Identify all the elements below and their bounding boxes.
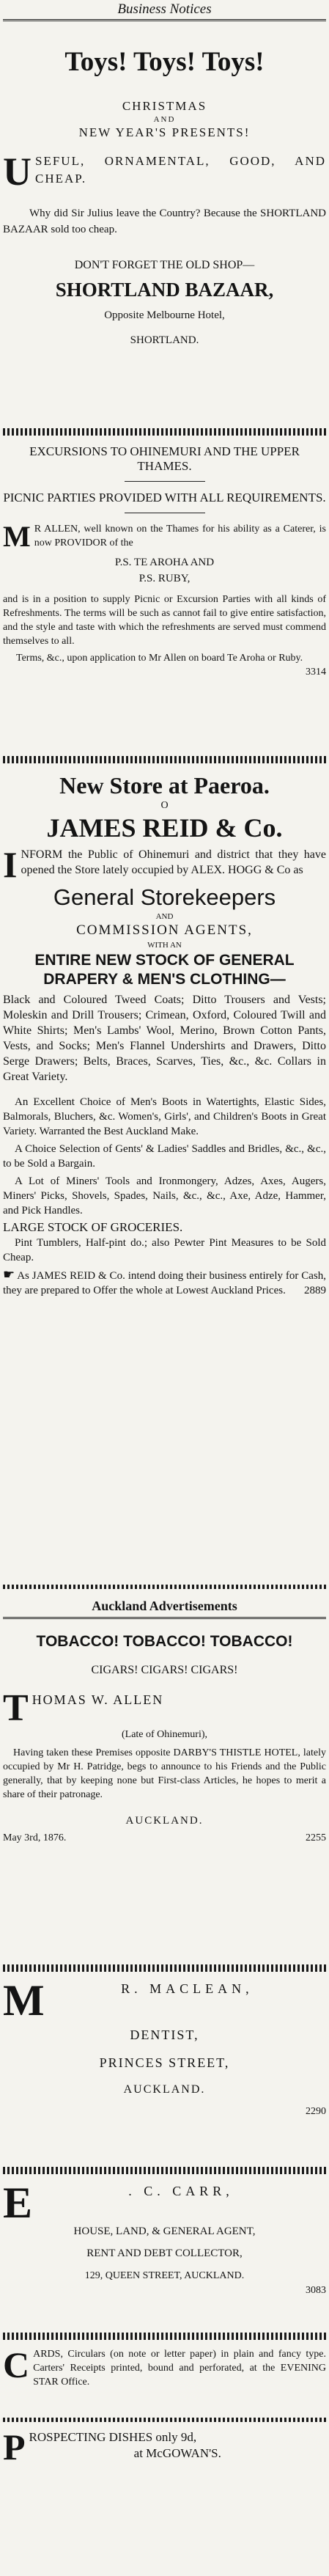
ad-name: HOMAS W. ALLEN [32,1692,164,1707]
ad-body [3,2344,326,2389]
drop-cap: C [3,2344,30,2385]
ad-line: at McGOWAN'S. [133,2446,221,2460]
ad-line: LARGE STOCK OF GROCERIES. [3,1220,183,1234]
ad-paragraph [3,1268,326,1298]
ad-line: DENTIST, [130,2028,199,2042]
ad-paragraph: R ALLEN, well known on the Thames for his ability as a Caterer, is now PROVIDOR of the [34,524,326,548]
drop-cap: P [3,2426,26,2467]
ad-name: . C. CARR, [128,2184,234,2198]
ad-paragraph: NFORM the Public of Ohinemuri and district that they have opened the Store lately occupied by ALEX. HOGG & Co as [21,848,326,876]
ad-text: As JAMES REID & Co. intend doing their business entirely for Cash, they are prepared to Offer the whole at Lowest Auckland Prices. [3,1270,326,1296]
ad-line: DRAPERY & MEN'S CLOTHING— [43,971,286,988]
ad-line: ROSPECTING DISHES only 9d, [29,2430,197,2444]
ad-body [3,2426,326,2467]
ad-maclean-dentist [3,1976,326,2159]
ad-line: AND [155,912,174,921]
ad-date: May 3rd, 1876. [3,1832,67,1843]
ad-line: NEW YEAR'S PRESENTS! [78,125,251,139]
ad-line: DON'T FORGET THE OLD SHOP— [74,259,255,271]
ad-number: 2889 [304,1285,326,1296]
ad-body [3,2179,326,2227]
ad-line: RENT AND DEBT COLLECTOR, [86,2247,243,2259]
ad-number: 3083 [306,2285,326,2296]
drop-cap: T [3,1687,29,1729]
ad-line: COMMISSION AGENTS, [76,922,253,938]
ad-paragraph [3,651,326,678]
ad-paragraph: A Choice Selection of Gents' & Ladies' Saddles and Bridles, &c., &c., to be Sold a Bargain. [3,1143,326,1170]
ad-cards [3,2344,326,2410]
ad-headline: TOBACCO! TOBACCO! TOBACCO! [36,1633,293,1650]
ad-name: SHORTLAND BAZAAR, [55,279,274,301]
ad-prospecting-dishes [3,2426,326,2473]
ad-name: JAMES REID & Co. [46,813,283,843]
section-header [3,1596,326,1621]
ad-james-reid [3,771,326,1577]
newspaper-page [3,0,326,2576]
drop-cap: I [3,844,18,885]
ad-terms: Terms, &c., upon application to Mr Allen on board Te Aroha or Ruby. [16,653,303,664]
divider [3,2418,326,2422]
ad-line: (Late of Ohinemuri), [121,1729,207,1740]
drop-cap: M [3,520,31,553]
ad-heading: EXCURSIONS TO OHINEMURI AND THE UPPER THAMES. [29,444,300,473]
ad-paragraph: Black and Coloured Tweed Coats; Ditto Trousers and Vests; Moleskin and Drill Trousers; Crimean, Oxford, Coloured Twill and White Shirts; Men's Lambs' Wool, Merino, Brown Cotton Pants, Vests, and Socks; Men's Flannel Undershirts and Drawers, Ditto Serge Drawers; Belts, Braces, Scarves, Ties, &c., &c. Collars in Great Variety. [3,994,326,1083]
ad-line: AUCKLAND. [123,2083,206,2096]
ad-headline: Toys! Toys! Toys! [64,47,265,77]
ad-line: HOUSE, LAND, & GENERAL AGENT, [73,2225,256,2237]
ad-line: ENTIRE NEW STOCK OF GENERAL [34,952,295,969]
ad-line: AUCKLAND. [125,1815,204,1827]
ad-number: 3314 [306,667,326,678]
ad-line: P.S. TE AROHA AND [114,557,215,568]
divider [3,2333,326,2340]
ad-headline: New Store at Paeroa. [59,772,270,799]
ad-address: Opposite Melbourne Hotel, [104,309,225,321]
ad-subheading: PICNIC PARTIES PROVIDED WITH ALL REQUIREMENTS. [3,491,326,504]
ad-shortland-bazaar [3,19,326,421]
ad-address: SHORTLAND. [130,334,199,346]
section-title: Auckland Advertisements [92,1599,237,1613]
ad-name: R. MACLEAN, [121,1981,254,1996]
ad-paragraph: ARDS, Circulars (on note or letter paper) in plain and fancy type. Carters' Receipts printed, bound and perforated, at the EVENING STAR Office. [33,2349,326,2388]
ad-line: WITH AN [147,941,182,950]
ad-carr-agent [3,2181,326,2325]
ad-line: CHRISTMAS [122,99,207,113]
drop-cap: E [3,2179,33,2227]
divider [3,756,326,763]
ad-title: General Storekeepers [53,884,276,910]
divider [3,428,326,436]
ad-address: 129, QUEEN STREET, AUCKLAND. [84,2270,245,2281]
pointing-hand-icon: ☛ [3,1267,15,1283]
ad-thomas-allen [3,1632,326,1957]
ad-paragraph: Pint Tumblers, Half-pint do.; also Pewter Pint Measures to be Sold Cheap. [3,1237,326,1263]
ornament: O [160,800,169,811]
divider [3,2167,326,2174]
ad-body [3,520,326,553]
section-header [3,1,326,19]
divider [3,1964,326,1972]
ad-paragraph: Why did Sir Julius leave the Country? Because the SHORTLAND BAZAAR sold too cheap. [3,208,326,235]
ad-number: 2290 [306,2106,326,2117]
ad-line: P.S. RUBY, [138,573,191,584]
drop-cap: U [3,150,32,194]
ad-paragraph: An Excellent Choice of Men's Boots in Watertights, Elastic Sides, Balmorals, Bluchers, &c. Women's, Girls', and Children's Boots in Great Variety. Warranted the Best Auckland Make. [3,1096,326,1137]
divider [3,1585,326,1589]
ad-body [3,1687,326,1729]
divider [125,481,205,482]
ad-excursions [3,444,326,749]
ad-line: CIGARS! CIGARS! CIGARS! [91,1664,238,1676]
ad-line: PRINCES STREET, [99,2055,230,2070]
ad-body [3,1976,326,2025]
ad-body [3,844,326,885]
section-title: Business Notices [117,1,212,17]
drop-cap: M [3,1976,45,2025]
ad-body [3,150,326,194]
ad-number: 2255 [306,1832,326,1843]
ad-line: AND [153,115,176,124]
ad-paragraph: A Lot of Miners' Tools and Ironmongery, Adzes, Axes, Augers, Miners' Picks, Shovels, Spades, Nails, &c., &c., Axe, Adze, Hammer, and Pick Handles. [3,1175,326,1217]
ad-paragraph: SEFUL, ORNAMENTAL, GOOD, AND CHEAP. [35,154,326,186]
ad-footer [3,1832,326,1844]
ad-paragraph: and is in a position to supply Picnic or Excursion Parties with all kinds of Refreshments. The terms will be such as cannot fail to give entire satisfaction, and the style and taste with which the refreshments are served must commend themselves to all. [3,594,326,647]
ad-paragraph: Having taken these Premises opposite DARBY'S THISTLE HOTEL, lately occupied by Mr H. Patridge, begs to announce to his Friends and the Public generally, that by keeping none but First-class Articles, he hopes to merit a share of their patronage. [3,1747,326,1800]
divider [3,1617,326,1619]
